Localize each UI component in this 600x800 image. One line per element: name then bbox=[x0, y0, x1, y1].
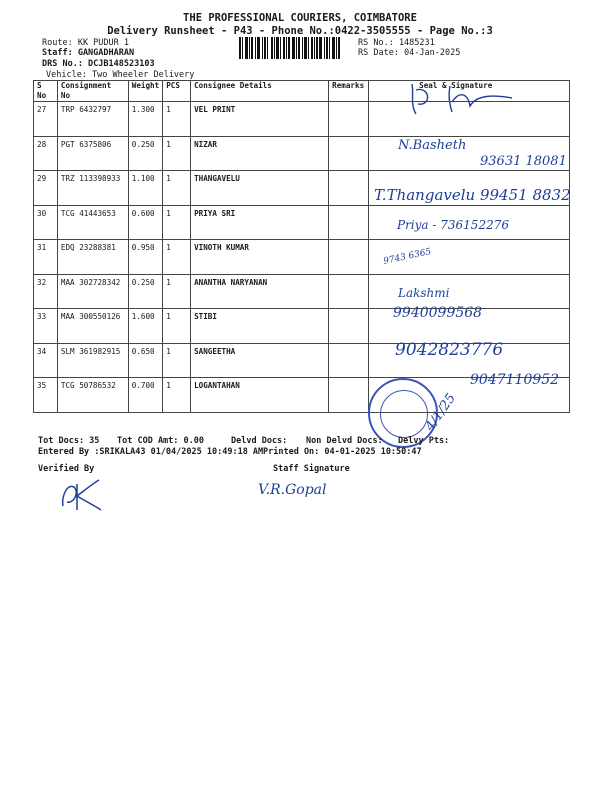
cell-consignee: VEL PRINT bbox=[191, 102, 329, 137]
total-cod: Tot COD Amt: 0.00 bbox=[117, 436, 204, 446]
col-consignment: Consignment No bbox=[57, 81, 128, 102]
handwritten-date: 4/1/25 bbox=[422, 391, 460, 434]
cell-pcs: 1 bbox=[163, 309, 191, 344]
cell-sno: 30 bbox=[34, 205, 58, 240]
cell-sno: 33 bbox=[34, 309, 58, 344]
staff-signature-label: Staff Signature bbox=[273, 464, 350, 474]
rs-number: RS No.: 1485231 bbox=[358, 38, 435, 48]
cell-sno: 32 bbox=[34, 274, 58, 309]
barcode bbox=[239, 37, 353, 59]
cell-remarks bbox=[329, 309, 369, 344]
cell-weight: 0.650 bbox=[128, 343, 162, 378]
cell-weight: 0.700 bbox=[128, 378, 162, 413]
col-remarks: Remarks bbox=[329, 81, 369, 102]
col-consignee: Consignee Details bbox=[191, 81, 329, 102]
delivered-docs: Delvd Docs: bbox=[231, 436, 288, 446]
route: Route: KK PUDUR 1 bbox=[42, 38, 129, 48]
cell-remarks bbox=[329, 136, 369, 171]
cell-pcs: 1 bbox=[163, 205, 191, 240]
cell-weight: 0.250 bbox=[128, 274, 162, 309]
cell-pcs: 1 bbox=[163, 378, 191, 413]
verifier-signature-icon bbox=[55, 476, 105, 516]
cell-pcs: 1 bbox=[163, 240, 191, 275]
cell-consignment: TRZ 113398933 bbox=[57, 171, 128, 206]
cell-remarks bbox=[329, 343, 369, 378]
table-row bbox=[34, 240, 570, 275]
handwritten-name-1: N.Basheth bbox=[398, 138, 467, 153]
cell-consignee: LOGANTAHAN bbox=[191, 378, 329, 413]
cell-consignment: SLM 361982915 bbox=[57, 343, 128, 378]
table-row bbox=[34, 309, 570, 344]
cell-weight: 1.600 bbox=[128, 309, 162, 344]
col-sno: S No bbox=[34, 81, 58, 102]
cell-consignee: SANGEETHA bbox=[191, 343, 329, 378]
signature-scribble-icon bbox=[400, 80, 520, 120]
rs-date: RS Date: 04-Jan-2025 bbox=[358, 48, 461, 58]
cell-pcs: 1 bbox=[163, 274, 191, 309]
cell-consignment: TRP 6432797 bbox=[57, 102, 128, 137]
cell-remarks bbox=[329, 205, 369, 240]
cell-weight: 0.250 bbox=[128, 136, 162, 171]
company-title: THE PROFESSIONAL COURIERS, COIMBATORE bbox=[183, 12, 417, 24]
handwritten-phone-1: 93631 18081 bbox=[480, 154, 567, 169]
cell-consignee: ANANTHA NARYANAN bbox=[191, 274, 329, 309]
cell-sno: 28 bbox=[34, 136, 58, 171]
cell-weight: 1.100 bbox=[128, 171, 162, 206]
cell-pcs: 1 bbox=[163, 343, 191, 378]
cell-consignment: TCG 50786532 bbox=[57, 378, 128, 413]
verified-by-label: Verified By bbox=[38, 464, 95, 474]
cell-consignee: NIZAR bbox=[191, 136, 329, 171]
cell-remarks bbox=[329, 240, 369, 275]
col-seal: Seal & Signature bbox=[369, 81, 570, 102]
staff-signature: V.R.Gopal bbox=[258, 482, 327, 498]
drs-number: DRS No.: DCJB148523103 bbox=[42, 59, 155, 69]
total-docs: Tot Docs: 35 bbox=[38, 436, 100, 446]
handwritten-name-4: Lakshmi bbox=[398, 286, 450, 300]
cell-consignment: MAA 302728342 bbox=[57, 274, 128, 309]
cell-consignment: TCG 41443653 bbox=[57, 205, 128, 240]
cell-pcs: 1 bbox=[163, 171, 191, 206]
printed-on: Printed On: 04-01-2025 10:50:47 bbox=[263, 447, 422, 457]
cell-consignee: THANGAVELU bbox=[191, 171, 329, 206]
cell-consignment: PGT 6375806 bbox=[57, 136, 128, 171]
delivery-points: Delvy Pts: bbox=[398, 436, 450, 446]
handwritten-phone-2: 9743 6365 bbox=[382, 247, 433, 267]
cell-consignment: EDQ 23288381 bbox=[57, 240, 128, 275]
handwritten-name-2: T.Thangavelu 99451 8832 bbox=[374, 186, 571, 204]
cell-consignment: MAA 300550126 bbox=[57, 309, 128, 344]
handwritten-name-3: Priya - 736152276 bbox=[397, 218, 509, 232]
runsheet-subtitle: Delivery Runsheet - P43 - Phone No.:0422-3505555 - Page No.:3 bbox=[107, 25, 493, 37]
non-delivered-docs: Non Delvd Docs: bbox=[306, 436, 383, 446]
entered-by: Entered By :SRIKALA43 01/04/2025 10:49:18 AM bbox=[38, 447, 264, 457]
staff: Staff: GANGADHARAN bbox=[42, 48, 135, 58]
cell-remarks bbox=[329, 274, 369, 309]
runsheet-table bbox=[33, 80, 570, 413]
col-weight: Weight bbox=[128, 81, 162, 102]
handwritten-phone-5: 9047110952 bbox=[470, 372, 560, 388]
cell-sno: 27 bbox=[34, 102, 58, 137]
cell-consignee: VINOTH KUMAR bbox=[191, 240, 329, 275]
cell-sno: 35 bbox=[34, 378, 58, 413]
cell-remarks bbox=[329, 378, 369, 413]
cell-pcs: 1 bbox=[163, 136, 191, 171]
cell-consignee: PRIYA SRI bbox=[191, 205, 329, 240]
cell-remarks bbox=[329, 171, 369, 206]
handwritten-phone-3: 9940099568 bbox=[393, 305, 483, 321]
table-row bbox=[34, 274, 570, 309]
col-pcs: PCS bbox=[163, 81, 191, 102]
cell-sno: 31 bbox=[34, 240, 58, 275]
vehicle: Vehicle: Two Wheeler Delivery bbox=[46, 70, 195, 80]
cell-pcs: 1 bbox=[163, 102, 191, 137]
cell-sno: 29 bbox=[34, 171, 58, 206]
cell-consignee: STIBI bbox=[191, 309, 329, 344]
handwritten-phone-4: 9042823776 bbox=[395, 340, 504, 360]
cell-weight: 0.950 bbox=[128, 240, 162, 275]
cell-sno: 34 bbox=[34, 343, 58, 378]
cell-weight: 1.300 bbox=[128, 102, 162, 137]
cell-weight: 0.600 bbox=[128, 205, 162, 240]
cell-remarks bbox=[329, 102, 369, 137]
